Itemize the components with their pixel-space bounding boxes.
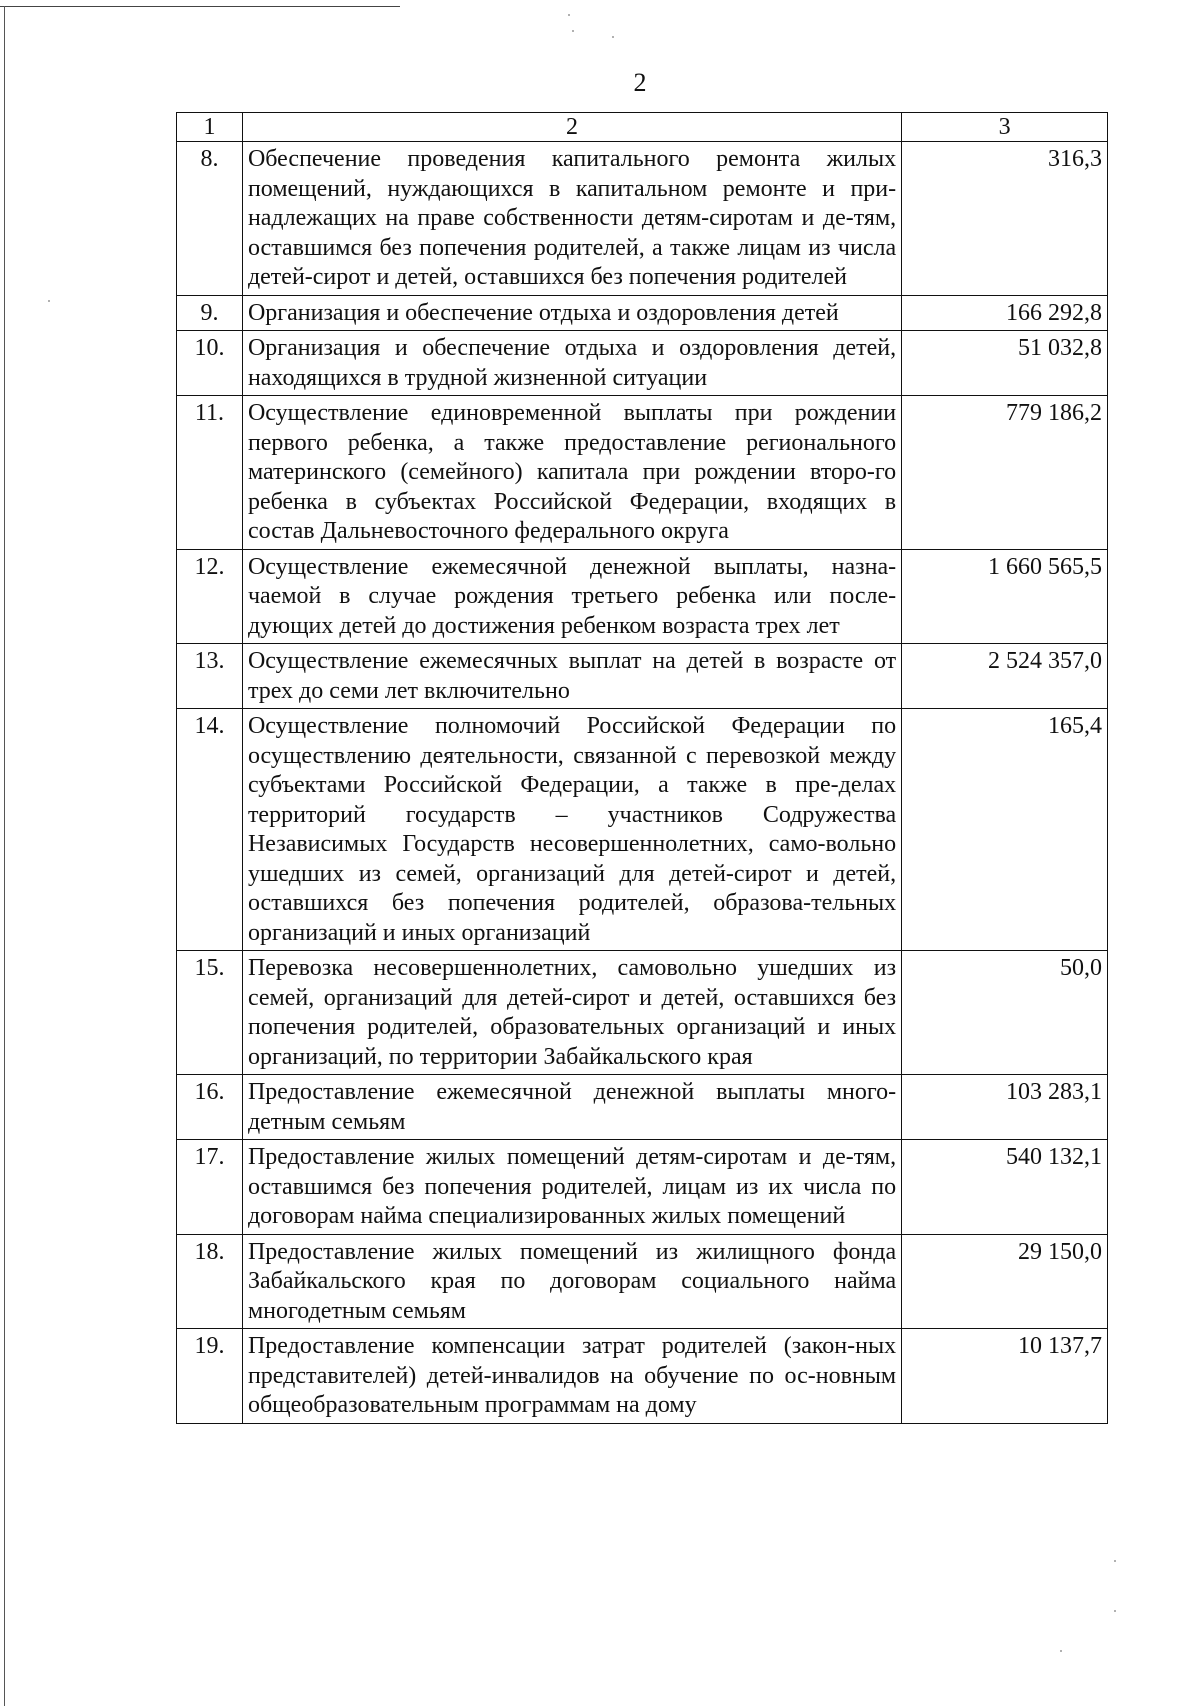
budget-table (176, 112, 1108, 1424)
row-amount: 50,0 (902, 951, 1108, 1075)
row-amount: 2 524 357,0 (902, 644, 1108, 709)
table-row (177, 709, 1108, 951)
row-number: 9. (177, 295, 243, 331)
table-row (177, 1075, 1108, 1140)
scan-speck (568, 14, 570, 16)
row-number: 18. (177, 1234, 243, 1329)
table-row (177, 396, 1108, 550)
scan-speck (572, 30, 574, 32)
row-number: 15. (177, 951, 243, 1075)
row-amount: 103 283,1 (902, 1075, 1108, 1140)
row-amount: 779 186,2 (902, 396, 1108, 550)
row-number: 17. (177, 1140, 243, 1235)
table-header-row (177, 113, 1108, 142)
scan-speck (1114, 1560, 1116, 1562)
row-number: 8. (177, 142, 243, 296)
table-row (177, 951, 1108, 1075)
row-amount: 10 137,7 (902, 1329, 1108, 1424)
row-number: 14. (177, 709, 243, 951)
row-number: 11. (177, 396, 243, 550)
row-number: 12. (177, 549, 243, 644)
row-number: 19. (177, 1329, 243, 1424)
row-amount: 165,4 (902, 709, 1108, 951)
row-number: 10. (177, 331, 243, 396)
page-number: 2 (633, 68, 647, 97)
row-name: Организация и обеспечение отдыха и оздоровления детей (242, 295, 901, 331)
column-header-number: 1 (177, 113, 243, 142)
row-amount: 1 660 565,5 (902, 549, 1108, 644)
column-header-name: 2 (242, 113, 901, 142)
row-name: Предоставление жилых помещений детям-сиротам и де-тям, оставшимся без попечения родителей, лицам из их числа по договорам найма специализированных жилых помещений (242, 1140, 901, 1235)
table-row (177, 331, 1108, 396)
row-name: Перевозка несовершеннолетних, самовольно ушедших из семей, организаций для детей-сирот и детей, оставшихся без попечения родителей, образовательных организаций и иных организаций, по территории Забайкальского края (242, 951, 901, 1075)
row-name: Предоставление ежемесячной денежной выплаты много-детным семьям (242, 1075, 901, 1140)
row-amount: 316,3 (902, 142, 1108, 296)
row-name: Организация и обеспечение отдыха и оздоровления детей, находящихся в трудной жизненной ситуации (242, 331, 901, 396)
row-amount: 166 292,8 (902, 295, 1108, 331)
table-row (177, 1329, 1108, 1424)
column-header-amount: 3 (902, 113, 1108, 142)
row-number: 16. (177, 1075, 243, 1140)
table-row (177, 142, 1108, 296)
row-amount: 29 150,0 (902, 1234, 1108, 1329)
scan-edge-top (0, 6, 400, 7)
row-number: 13. (177, 644, 243, 709)
scan-speck (1060, 1650, 1062, 1652)
row-name: Осуществление ежемесячной денежной выплаты, назна-чаемой в случае рождения третьего ребенка или после-дующих детей до достижения ребенком возраста трех лет (242, 549, 901, 644)
row-amount: 51 032,8 (902, 331, 1108, 396)
table-row (177, 549, 1108, 644)
scan-edge-left (4, 6, 5, 1706)
table-row (177, 644, 1108, 709)
table-row (177, 1234, 1108, 1329)
row-name: Предоставление компенсации затрат родителей (закон-ных представителей) детей-инвалидов на обучение по ос-новным общеобразовательным программам на дому (242, 1329, 901, 1424)
row-amount: 540 132,1 (902, 1140, 1108, 1235)
row-name: Обеспечение проведения капитального ремонта жилых помещений, нуждающихся в капитальном ремонте и при-надлежащих на праве собственности детям-сиротам и де-тям, оставшимся без попечения родителей, а также лицам из числа детей-сирот и детей, оставшихся без попечения родителей (242, 142, 901, 296)
scan-speck (612, 36, 614, 38)
scan-speck (1114, 1610, 1116, 1612)
table-row (177, 295, 1108, 331)
row-name: Осуществление полномочий Российской Федерации по осуществлению деятельности, связанной с перевозкой между субъектами Российской Федерации, а также в пре-делах территорий государств – участников Содружества Независимых Государств несовершеннолетних, само-вольно ушедших из семей, организаций для детей-сирот и детей, оставшихся без попечения родителей, образова-тельных организаций и иных организаций (242, 709, 901, 951)
row-name: Осуществление единовременной выплаты при рождении первого ребенка, а также предоставление регионального материнского (семейного) капитала при рождении второ-го ребенка в субъектах Российской Федерации, входящих в состав Дальневосточного федерального округа (242, 396, 901, 550)
scan-speck (48, 300, 50, 302)
row-name: Предоставление жилых помещений из жилищного фонда Забайкальского края по договорам социального найма многодетным семьям (242, 1234, 901, 1329)
row-name: Осуществление ежемесячных выплат на детей в возрасте от трех до семи лет включительно (242, 644, 901, 709)
table-row (177, 1140, 1108, 1235)
